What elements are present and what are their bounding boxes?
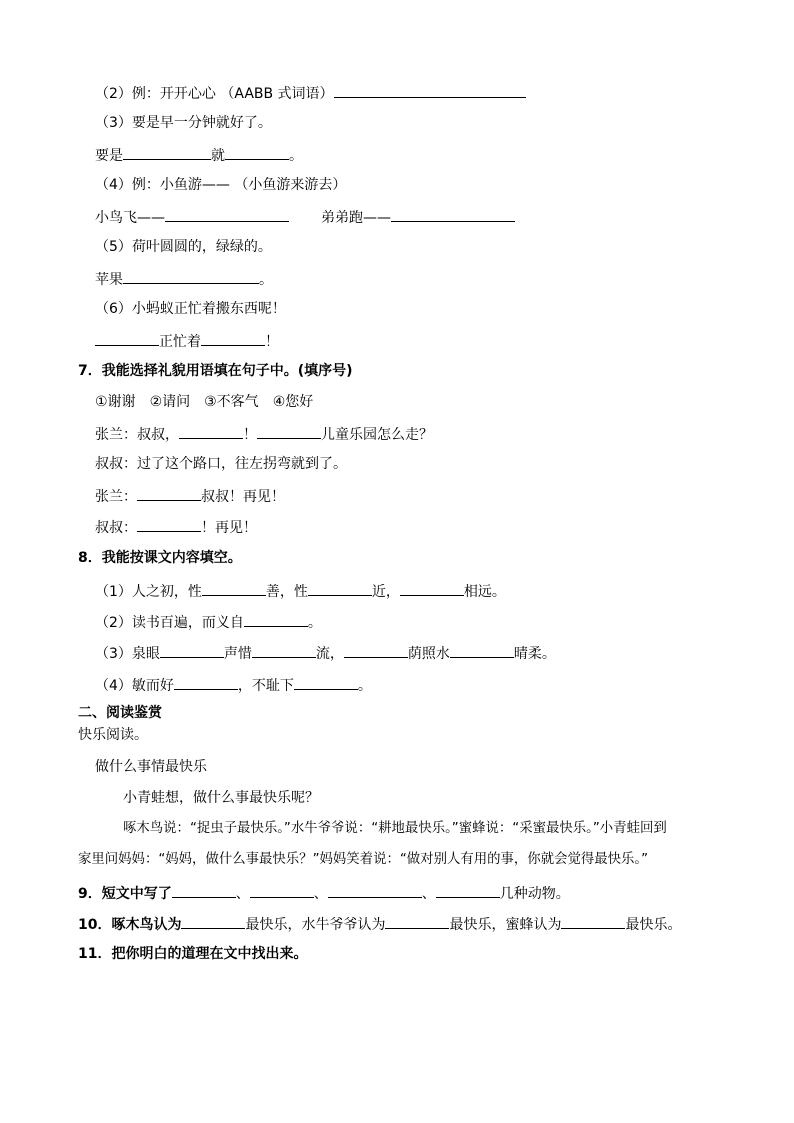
option-please: ②请问: [149, 394, 191, 410]
option-hello: ④您好: [272, 394, 314, 410]
q6-item-6: （6）小蚂蚁正忙着搬东西呢！: [95, 301, 286, 317]
q10: 10．啄木鸟认为 最快乐，水牛爷爷认为 最快乐，蜜蜂认为 最快乐。: [78, 913, 681, 935]
story-paragraph-1: 小青蛙想，做什么事最快乐呢？: [123, 790, 319, 806]
answer-blank[interactable]: [165, 206, 289, 222]
answer-blank[interactable]: [174, 674, 238, 690]
answer-blank[interactable]: [344, 642, 408, 658]
q8-item-2: （2）读书百遍，而义自 。: [95, 611, 322, 633]
q6-item-2: （2）例：开开心心 （AABB 式词语）: [95, 82, 526, 104]
answer-blank[interactable]: [250, 882, 314, 898]
answer-blank[interactable]: [561, 913, 625, 929]
answer-blank[interactable]: [123, 144, 211, 160]
q8-item-4: （4）敏而好 ，不耻下 。: [95, 674, 372, 696]
answer-blank[interactable]: [294, 674, 358, 690]
section-heading: 二、阅读鉴赏: [78, 705, 162, 721]
answer-blank[interactable]: [308, 580, 372, 596]
answer-blank[interactable]: [328, 882, 422, 898]
answer-blank[interactable]: [172, 882, 236, 898]
q7-line-3: 张兰： 叔叔！再见！: [95, 485, 285, 507]
section-intro: 快乐阅读。: [78, 727, 148, 743]
answer-blank[interactable]: [436, 882, 500, 898]
answer-blank[interactable]: [181, 913, 245, 929]
answer-blank[interactable]: [95, 330, 159, 346]
answer-blank[interactable]: [385, 913, 449, 929]
q11: 11．把你明白的道理在文中找出来。: [78, 946, 308, 962]
answer-blank[interactable]: [252, 642, 316, 658]
answer-blank[interactable]: [450, 642, 514, 658]
q7-line-4: 叔叔： ！再见！: [95, 516, 257, 538]
q6-item-5-answer: 苹果 。: [95, 268, 273, 290]
option-thanks: ①谢谢: [95, 394, 136, 410]
q6-item-3-answer: 要是 就 。: [95, 144, 303, 166]
story-title: 做什么事情最快乐: [95, 759, 207, 775]
q6-item-6-answer: 正忙着 ！: [95, 330, 279, 352]
answer-blank[interactable]: [137, 516, 201, 532]
answer-blank[interactable]: [123, 268, 259, 284]
answer-blank[interactable]: [244, 611, 308, 627]
q8-item-3: （3）泉眼 声惜 流， 荫照水 晴柔。: [95, 642, 556, 664]
answer-blank[interactable]: [391, 206, 515, 222]
q6-item-5: （5）荷叶圆圆的，绿绿的。: [95, 239, 272, 255]
answer-blank[interactable]: [225, 144, 289, 160]
story-paragraph-2-line-1: 啄木鸟说：“捉虫子最快乐。”水牛爷爷说：“耕地最快乐。”蜜蜂说：“采蜜最快乐。”小青蛙回到: [123, 821, 667, 836]
q7-line-2: 叔叔：过了这个路口，往左拐弯就到了。: [95, 456, 347, 472]
answer-blank[interactable]: [257, 423, 321, 439]
q8-item-1: （1）人之初，性 善，性 近， 相远。: [95, 580, 506, 602]
q7-title: 7．我能选择礼貌用语填在句子中。(填序号): [78, 363, 353, 379]
answer-blank[interactable]: [179, 423, 243, 439]
q7-options: [95, 392, 313, 412]
option-welcome: ③不客气: [204, 394, 259, 410]
q7-line-1: 张兰：叔叔， ！ 儿童乐园怎么走？: [95, 423, 433, 445]
q9: 9．短文中写了 、 、 、 几种动物。: [78, 882, 570, 904]
answer-blank[interactable]: [202, 580, 266, 596]
q6-item-4-answer: 小鸟飞—— 弟弟跑——: [95, 206, 515, 228]
answer-blank[interactable]: [201, 330, 265, 346]
answer-blank[interactable]: [160, 642, 224, 658]
q6-item-3: （3）要是早一分钟就好了。: [95, 115, 272, 131]
answer-blank[interactable]: [137, 485, 201, 501]
answer-blank[interactable]: [400, 580, 464, 596]
answer-blank[interactable]: [334, 82, 526, 98]
q8-title: 8．我能按课文内容填空。: [78, 550, 242, 566]
q6-item-4: （4）例：小鱼游—— （小鱼游来游去）: [95, 177, 347, 193]
story-paragraph-2-line-2: 家里问妈妈：“妈妈，做什么事最快乐？”妈妈笑着说：“做对别人有用的事，你就会觉得最快乐。”: [78, 852, 649, 867]
